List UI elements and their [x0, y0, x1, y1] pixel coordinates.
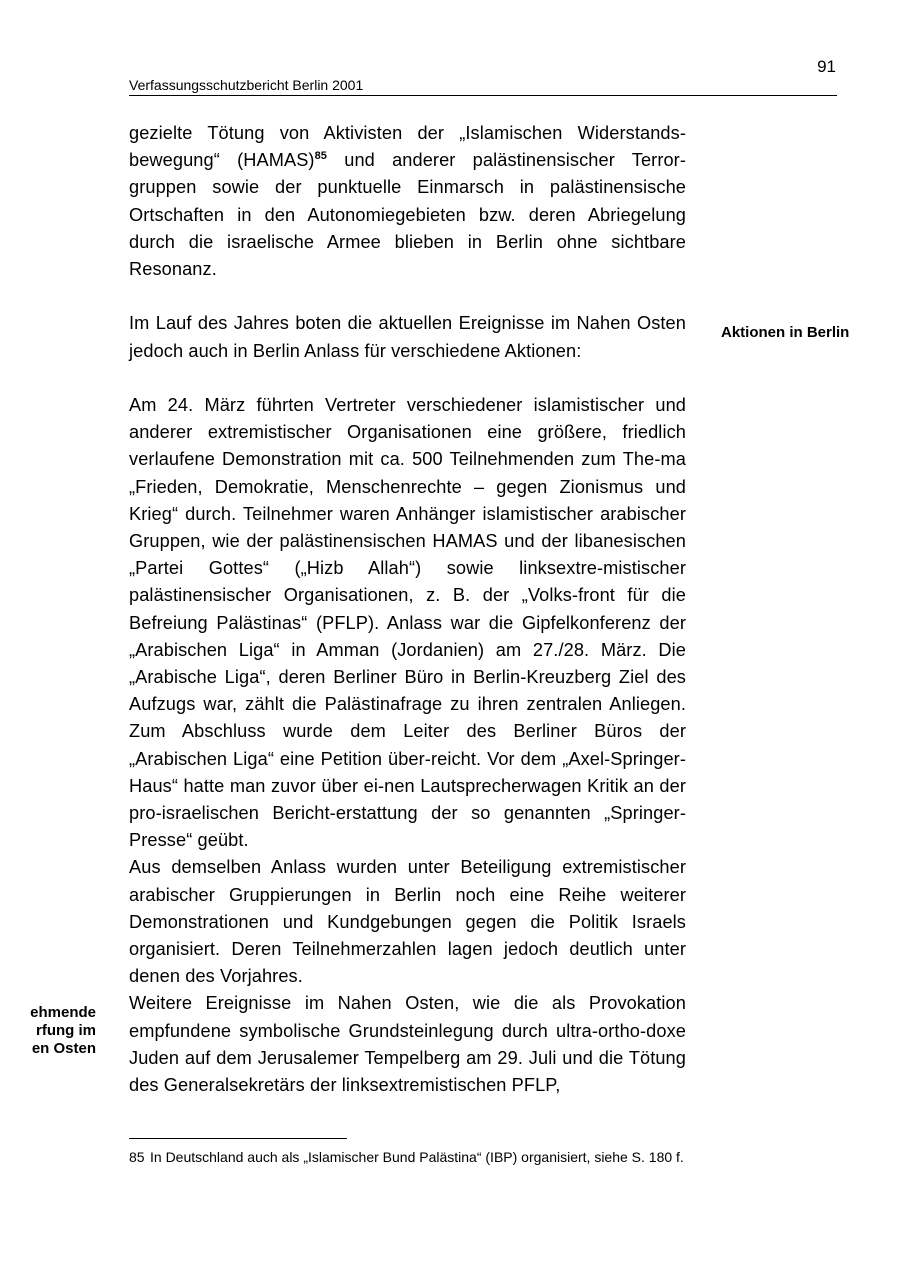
paragraph-hamas [129, 120, 686, 283]
paragraph-aktionen: Im Lauf des Jahres boten die aktuellen Ereignisse im Nahen Osten jedoch auch in Berlin Anlass für verschiedene Aktionen: [129, 313, 686, 361]
footnote-reference[interactable]: 85 [314, 150, 328, 163]
paragraph-demonstration: Am 24. März führten Vertreter verschiedener islamistischer und anderer extremistischer Organisationen eine größere, friedlich verlaufene Demonstration mit ca. 500 Teilnehmenden zum The-ma „Frieden, Demokratie, Menschenrechte – gegen Zionismus und Krieg“ durch. Teilnehmer waren Anhänger islamistischer arabischer Gruppen, wie der palästinensischen HAMAS und der libanesischen „Partei Gottes“ („Hizb Allah“) sowie linksextre-mistischer palästinensischer Organisationen, z. B. der „Volks-front für die Befreiung Palästinas“ (PFLP). Anlass war die Gipfelkonferenz der „Arabischen Liga“ in Amman (Jordanien) am 27./28. März. Die „Arabische Liga“, deren Berliner Büro in Berlin-Kreuzberg Ziel des Aufzugs war, zählt die Palästinafrage zu ihren zentralen Anliegen. Zum Abschluss wurde dem Leiter des Berliner Büros der „Arabischen Liga“ eine Petition über-reicht. Vor dem „Axel-Springer-Haus“ hatte man zuvor über ei-nen Lautsprecherwagen Kritik an der pro-israelischen Bericht-erstattung der so genannten „Springer-Presse“ geübt. [129, 395, 686, 851]
running-header: Verfassungsschutzbericht Berlin 2001 [129, 77, 837, 96]
paragraph-weitere-ereignisse: Weitere Ereignisse im Nahen Osten, wie die als Provokation empfundene symbolische Grundsteinlegung durch ultra-ortho-doxe Juden auf dem Jerusalemer Tempelberg am 29. Juli und die Tötung des Generalsekretärs der linksextremistischen PFLP, [129, 993, 686, 1096]
margin-note-left [30, 1004, 96, 1058]
footnote-divider [129, 1138, 347, 1139]
footnote [129, 1148, 686, 1166]
margin-note-left-line: rfung im [36, 1022, 96, 1039]
paragraph-kundgebungen: Aus demselben Anlass wurden unter Beteiligung extremistischer arabischer Gruppierungen in Berlin noch eine Reihe weiterer Demonstrationen und Kundgebungen gegen die Politik Israels organisiert. Deren Teilnehmerzahlen lagen jedoch deutlich unter denen des Vorjahres. [129, 857, 686, 987]
margin-note-aktionen: Aktionen in Berlin [721, 324, 850, 341]
margin-note-left-line: en Osten [31, 1040, 96, 1057]
margin-note-left-line: ehmende [30, 1004, 96, 1021]
paragraph-hamas-end: und anderer palästinensischer Terror-gruppen sowie der punktuelle Einmarsch in palästinensische Ortschaften in den Autonomiegebieten bzw. deren Abriegelung durch die israelische Armee blieben in Berlin ohne sichtbare Resonanz. [129, 150, 686, 280]
main-text [129, 120, 686, 1099]
paragraph-hamas-start: gezielte Tötung von Aktivisten der „Islamischen Widerstands-bewegung“ (HAMAS) [129, 123, 686, 171]
page-number: 91 [817, 57, 836, 76]
footnote-text: In Deutschland auch als „Islamischer Bund Palästina“ (IBP) organisiert, siehe S. 180 f. [150, 1149, 684, 1165]
footnote-number: 85 [129, 1149, 145, 1165]
